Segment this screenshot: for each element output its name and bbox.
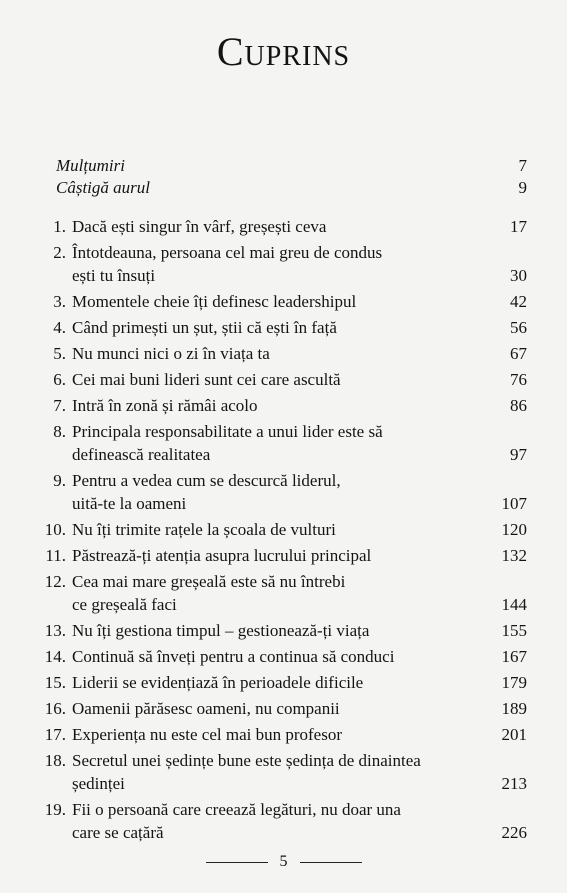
toc-entry — [36, 469, 527, 515]
chapter-title-line: Intră în zonă și rămâi acolo — [72, 396, 258, 415]
chapter-title-line: Secretul unei ședințe bune este ședința de dinaintea — [72, 751, 421, 770]
toc-entry — [36, 316, 527, 339]
chapter-title-line: Continuă să înveți pentru a continua să conduci — [72, 647, 395, 666]
front-matter-title: Mulțumiri — [56, 156, 125, 175]
front-matter-item — [56, 177, 527, 199]
chapter-title — [72, 671, 467, 694]
toc-entry — [36, 518, 527, 541]
chapter-number: 4. — [53, 318, 66, 337]
chapter-title-line: Întotdeauna, persoana cel mai greu de condus — [72, 243, 383, 262]
front-matter-page: 9 — [518, 178, 527, 197]
toc-entry — [36, 645, 527, 668]
chapter-number: 3. — [53, 292, 66, 311]
chapter-title-line: Păstrează-ți atenția asupra lucrului principal — [72, 546, 372, 565]
chapter-title — [72, 241, 467, 287]
chapter-number: 14. — [44, 647, 66, 666]
chapter-title — [72, 798, 467, 844]
chapter-title — [72, 749, 467, 795]
chapter-title-line: ești tu însuți — [72, 266, 156, 285]
chapter-number: 19. — [44, 800, 66, 819]
chapter-title — [72, 420, 467, 466]
chapter-title — [72, 316, 467, 339]
chapter-title — [72, 342, 467, 365]
chapter-number: 12. — [44, 572, 66, 591]
chapter-title-line: Momentele cheie îți definesc leadershipul — [72, 292, 357, 311]
chapter-title-line: Fii o persoană care creează legături, nu doar una — [72, 800, 401, 819]
toc-entry — [36, 749, 527, 795]
chapter-title — [72, 723, 467, 746]
chapter-title-line: Nu îți trimite rațele la școala de vulturi — [72, 520, 336, 539]
chapter-title-line: care se cațără — [72, 823, 164, 842]
toc-entry — [36, 215, 527, 238]
toc-entry — [36, 671, 527, 694]
chapter-number: 2. — [53, 243, 66, 262]
chapter-page: 56 — [510, 318, 527, 337]
chapter-page: 167 — [501, 647, 527, 666]
chapter-title — [72, 290, 467, 313]
chapter-title-line: uită-te la oameni — [72, 494, 187, 513]
page-number: 5 — [279, 853, 288, 870]
toc-entry — [36, 368, 527, 391]
toc-entry — [36, 241, 527, 287]
front-matter-item — [56, 155, 527, 177]
chapter-title-line: Principala responsabilitate a unui lider este să — [72, 422, 383, 441]
chapter-title-line: Nu îți gestiona timpul – gestionează-ți viața — [72, 621, 370, 640]
chapter-title-line: Când primești un șut, știi că ești în față — [72, 318, 337, 337]
chapter-page: 76 — [510, 370, 527, 389]
front-matter-title: Câștigă aurul — [56, 178, 150, 197]
chapter-title-line: Cei mai buni lideri sunt cei care ascultă — [72, 370, 341, 389]
chapter-title — [72, 544, 467, 567]
chapter-page: 189 — [501, 699, 527, 718]
chapter-page: 201 — [501, 725, 527, 744]
chapter-page: 17 — [510, 217, 527, 236]
chapter-page: 107 — [501, 494, 527, 513]
footer-rule-right — [300, 862, 362, 863]
toc-entry — [36, 420, 527, 466]
chapter-title — [72, 697, 467, 720]
chapter-page: 86 — [510, 396, 527, 415]
chapter-number: 13. — [44, 621, 66, 640]
chapter-number: 10. — [44, 520, 66, 539]
chapter-number: 15. — [44, 673, 66, 692]
front-matter-page: 7 — [518, 156, 527, 175]
chapter-page: 67 — [510, 344, 527, 363]
chapter-page: 213 — [501, 774, 527, 793]
chapter-title-line: Dacă ești singur în vârf, greșești ceva — [72, 217, 327, 236]
chapter-title-line: Oamenii părăsesc oameni, nu companii — [72, 699, 340, 718]
chapter-title — [72, 394, 467, 417]
chapter-title-line: ce greșeală faci — [72, 595, 177, 614]
toc-entry — [36, 798, 527, 844]
chapter-page: 42 — [510, 292, 527, 311]
chapter-number: 1. — [53, 217, 66, 236]
chapter-title-line: Liderii se evidențiază în perioadele dificile — [72, 673, 364, 692]
toc-entry — [36, 723, 527, 746]
chapter-title — [72, 570, 467, 616]
chapter-number: 8. — [53, 422, 66, 441]
page-footer — [0, 853, 567, 871]
toc-entry — [36, 697, 527, 720]
chapter-page: 30 — [510, 266, 527, 285]
chapter-number: 16. — [44, 699, 66, 718]
chapter-title — [72, 215, 467, 238]
chapter-title — [72, 645, 467, 668]
chapter-title — [72, 518, 467, 541]
chapter-number: 18. — [44, 751, 66, 770]
chapter-title — [72, 619, 467, 642]
chapter-page: 144 — [501, 595, 527, 614]
chapter-title-line: Experiența nu este cel mai bun profesor — [72, 725, 343, 744]
chapter-number: 7. — [53, 396, 66, 415]
chapter-title — [72, 368, 467, 391]
chapter-number: 9. — [53, 471, 66, 490]
chapter-title — [72, 469, 467, 515]
chapter-number: 17. — [44, 725, 66, 744]
chapter-page: 226 — [501, 823, 527, 842]
footer-rule-left — [206, 862, 268, 863]
chapter-page: 155 — [501, 621, 527, 640]
toc-entry — [36, 394, 527, 417]
chapter-title-line: Cea mai mare greșeală este să nu întrebi — [72, 572, 346, 591]
chapter-page: 179 — [501, 673, 527, 692]
toc-entry — [36, 619, 527, 642]
chapter-title-line: ședinței — [72, 774, 125, 793]
page-title: Cuprins — [216, 29, 351, 74]
toc-entry — [36, 544, 527, 567]
chapter-title-line: Nu munci nici o zi în viața ta — [72, 344, 270, 363]
chapter-number: 6. — [53, 370, 66, 389]
chapter-page: 132 — [501, 546, 527, 565]
toc-entry — [36, 342, 527, 365]
chapter-number: 5. — [53, 344, 66, 363]
toc-entry — [36, 290, 527, 313]
chapter-page: 120 — [501, 520, 527, 539]
chapter-number: 11. — [45, 546, 66, 565]
toc-entry — [36, 570, 527, 616]
chapter-page: 97 — [510, 445, 527, 464]
chapter-title-line: Pentru a vedea cum se descurcă liderul, — [72, 471, 341, 490]
chapter-title-line: definească realitatea — [72, 445, 211, 464]
